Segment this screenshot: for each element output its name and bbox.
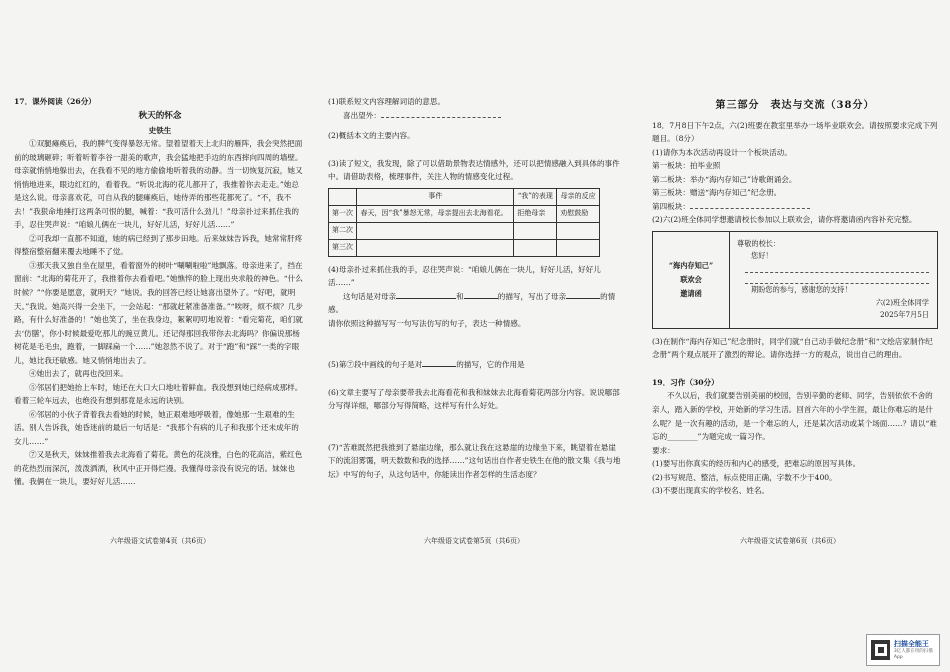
q2: (2)概括本文的主要内容。 bbox=[328, 131, 415, 141]
table-cell: 第二次 bbox=[329, 222, 357, 239]
writing-prompt: 不久以后，我们就要告别美丽的校园，告别辛勤的老师、同学，告别依依不舍的亲人，踏入新的学校，开始新的学习生活。回首六年的小学生涯，最让你难忘的是什么呢？是一次有趣的活动，是一个难忘的人，还是某次活动或某个场面……？请以“难忘的________”为题完成一篇习作。 bbox=[652, 391, 937, 442]
para-3: ③那天我又独自坐在屋里，看着窗外的树叶“唰唰啦啦”地飘落。母亲进来了，挡在窗前：“北海的菊花开了，我推着你去看看吧。”她憔悴的脸上现出央求般的神色。“什么时候？”“你要是愿意，就明天？”她说。我的回答已经让她喜出望外了。“好吧，就明天。”我说。她高兴得一会坐下，一会站起：“那就赶紧准备准备。”“唉呀，烦不烦？几步路，有什么好准备的！”她也笑了，坐在我身边，絮絮叨叨地说着：“看完菊花，咱们就去‘仿膳’，你小时候最爱吃那儿的豌豆黄儿。还记得那回我带你去北海吗？你偏说那杨树花是毛毛虫，跑着，一脚踩扁一个……”她忽然不说了。对于“跑”和“踩”一类的字眼儿，她比我还敏感。她又悄悄地出去了。 bbox=[14, 260, 303, 365]
q6: (6)文章主要写了母亲要带我去北海看花和我和妹妹去北海看菊花两部分内容。说说哪部分写得详细，哪部分写得简略，这样写有什么好处。 bbox=[328, 387, 620, 411]
table-cell[interactable] bbox=[357, 239, 514, 256]
invitation-fill-line[interactable] bbox=[745, 273, 929, 284]
table-cell: 春天，因“我”暴怒无常，母亲提出去北海看花。 bbox=[357, 205, 514, 222]
badge-title: 扫描全能王 bbox=[893, 639, 929, 648]
invitation-card bbox=[652, 231, 938, 329]
invitation-hello: 您好！ bbox=[751, 251, 773, 261]
table-header-cell bbox=[329, 188, 357, 205]
invitation-signature: 六(2)班全体同学 bbox=[875, 297, 929, 307]
q4-tail: 请你依照这种描写写一句写法仿写的句子，表达一种情感。 bbox=[328, 318, 526, 328]
para-4: ④她出去了，就再也没回来。 bbox=[29, 369, 128, 379]
q7: (7)“苦难既然把我推到了悬崖边缘，那么就让我在这悬崖的边缘坐下来，眺望着在悬崖下的流泪雾霭，明天数数和我的选择……”这句话出自作者史铁生在他的散文集《我与地坛》中写的句子，从这句话中，你能读出作者怎样的生活态度？ bbox=[328, 442, 621, 479]
q4-fill-line: 这句话是对母亲 和 的描写，写出了母亲 的情感。 bbox=[328, 291, 616, 315]
q18-2: (2)六(2)班全体同学想邀请校长参加以上联欢会，请你将邀请函内容补充完整。 bbox=[652, 215, 917, 225]
para-2: ②可我却一直都不知道，她的病已经到了那步田地。后来妹妹告诉我，她常常肝疼得整宿整宿翻来覆去地睡不了觉。 bbox=[14, 233, 303, 257]
q5: (5)第⑦段中画线的句子是对 的描写，它的作用是 bbox=[328, 360, 525, 370]
invitation-body bbox=[737, 238, 929, 321]
block-4: 第四板块： bbox=[652, 200, 938, 214]
q1-answer-line bbox=[381, 110, 501, 118]
part-title: 第三部分 表达与交流（38分） bbox=[715, 100, 875, 111]
block-2: 第二板块：举办“海内存知己”诗歌朗诵会。 bbox=[652, 174, 797, 184]
para-1: ①双腿瘫痪后，我的脾气变得暴怒无常。望着望着天上北归的雁阵，我会突然把面前的玻璃砸碎；听着听着李谷一甜美的歌声，我会猛地把手边的东西摔向四周的墙壁。母亲就悄悄地躲出去，在我看不见的地方偷偷地听着我的动静。当一切恢复沉寂，她又悄悄地进来，眼边红红的，看着我。“听说北海的花儿都开了，我推着你去走走。”她总是这么说。母亲喜欢花，可自从我的腿瘫痪后，她侍弄的那些花都死了。“不，我不去！”我狠命地捶打这两条可恨的腿，喊着：“我可活什么劲儿！”母亲扑过来抓住我的手，忍住哭声说：“咱娘儿俩在一块儿，好好儿活，好好儿活……” bbox=[14, 139, 303, 230]
q18-3: (3)在制作“海内存知己”纪念册时，同学们就“自己动手做纪念册”和“文绘店家制作纪念册”两个观点展开了激烈的辩论。请你选择一方的观点，说出自己的理由。 bbox=[652, 336, 933, 360]
q4: (4)母亲扑过来抓住我的手，忍住哭声说：“咱娘儿俩在一块儿，好好儿活，好好儿活……” bbox=[328, 264, 601, 288]
qr-code-icon bbox=[871, 640, 890, 660]
table-cell[interactable] bbox=[557, 239, 600, 256]
para-5: ⑤邻居们把她抬上车时，她还在大口大口地吐着鲜血。我没想到她已经病成那样。看着三轮车远去，也绝没有想到那竟是永远的诀别。 bbox=[14, 382, 303, 406]
q18: 18．7月8日下午2点，六(2)班要在教室里举办一场毕业联欢会。请按照要求完成下列题目。（8分） bbox=[652, 120, 938, 144]
requirement-1: (1)要写出你真实的经历和内心的感受，把难忘的原因写具体。 bbox=[652, 459, 861, 469]
page-5-footer: 六年级语文试卷第5页（共6页） bbox=[424, 537, 524, 545]
block-3: 第三板块：赠送“海内存知己”纪念册。 bbox=[652, 188, 782, 198]
table-cell[interactable] bbox=[557, 222, 600, 239]
invitation-title: “海内存知己” 联欢会 邀请函 bbox=[653, 232, 730, 328]
requirements-heading: 要求： bbox=[652, 445, 675, 455]
invitation-date: 2025年7月5日 bbox=[879, 309, 929, 319]
requirement-3: (3)不要出现真实的学校名、姓名。 bbox=[652, 486, 770, 496]
q18-1: (1)请你为本次活动再设计一个板块活动。 bbox=[652, 147, 792, 157]
table-header-cell: 事件 bbox=[357, 188, 514, 205]
q3: (3)读了短文，我发现，除了可以借助景物表达情感外，还可以把情感融入到具体的事件中。请借助表格，梳理事件，关注人物的情感变化过程。 bbox=[328, 158, 620, 182]
page-4-footer: 六年级语文试卷第4页（共6页） bbox=[110, 537, 210, 545]
table-cell: 第三次 bbox=[329, 239, 357, 256]
scanner-badge bbox=[866, 634, 940, 666]
page-6-footer: 六年级语文试卷第6页（共6页） bbox=[740, 537, 840, 545]
table-cell[interactable] bbox=[357, 222, 514, 239]
para-6: ⑥邻居的小伙子背着我去看她的时候，她正艰难地呼吸着，像她那一生艰难的生活。别人告诉我，她昏迷前的最后一句话是：“我那个有病的儿子和我那个还未成年的女儿……” bbox=[14, 409, 299, 446]
article-title: 秋天的怀念 bbox=[138, 110, 182, 121]
table-cell: 拒绝母亲 bbox=[514, 205, 557, 222]
invitation-greeting: 尊敬的校长： bbox=[737, 238, 781, 248]
table-cell[interactable] bbox=[514, 222, 557, 239]
requirement-2: (2)书写规范、整洁，标点使用正确，字数不少于400。 bbox=[652, 472, 837, 482]
para-7: ⑦又是秋天，妹妹推着我去北海看了菊花。黄色的花淡雅，白色的花高洁，紫红色的花热烈而深沉，泼泼洒洒，秋风中正开得烂漫。我懂得母亲没有说完的话。妹妹也懂。我俩在一块儿，要好好儿活…… bbox=[14, 450, 303, 487]
badge-subtitle: 3亿人都在用的扫描App bbox=[893, 648, 933, 660]
table-cell: 第一次 bbox=[329, 205, 357, 222]
table-cell[interactable] bbox=[514, 239, 557, 256]
q19: 19．习作（30分） bbox=[652, 377, 719, 387]
table-header-cell: “我”的表现 bbox=[514, 188, 557, 205]
page-6-column bbox=[652, 95, 938, 498]
q17-heading: 17．课外阅读（26分） bbox=[14, 97, 96, 106]
q1: (1)联系短文内容理解词语的意思。 bbox=[328, 97, 446, 106]
page-5-column bbox=[328, 95, 622, 481]
article-author: 史铁生 bbox=[148, 125, 172, 135]
page-4-column bbox=[14, 95, 306, 489]
invitation-closing: 期盼您的参与，感谢您的支持！ bbox=[751, 285, 852, 295]
invitation-fill-line[interactable] bbox=[745, 262, 929, 273]
q1-word: 喜出望外： bbox=[343, 110, 381, 120]
table-cell: 劝慰鼓励 bbox=[557, 205, 600, 222]
table-header-cell: 母亲的反应 bbox=[557, 188, 600, 205]
event-table bbox=[328, 188, 600, 257]
block-1: 第一板块：拍毕业照 bbox=[652, 161, 721, 171]
